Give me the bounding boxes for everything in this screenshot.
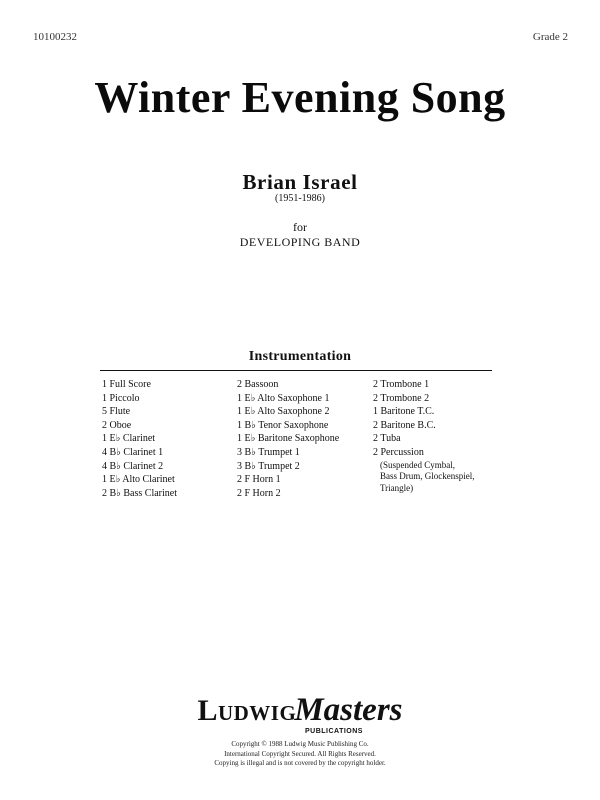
composer-name: Brian Israel [242,170,358,194]
logo-publications: PUBLICATIONS [305,728,363,735]
instrument-item: 2 F Horn 2 [237,487,281,499]
logo-word-masters: Masters [294,692,403,728]
dedication-for: for [293,220,307,234]
instrumentation-divider [100,370,492,371]
catalog-number: 10100232 [33,31,77,43]
instrument-item: 2 Percussion [373,446,424,458]
grade-level: Grade 2 [532,31,568,43]
instrument-item: 1 E♭ Alto Saxophone 1 [237,392,330,404]
instrument-item: 2 Trombone 1 [373,379,430,390]
instrument-item: 1 E♭ Baritone Saxophone [237,433,340,445]
instrument-item: 1 E♭ Clarinet [102,433,156,445]
instrumentation-heading: Instrumentation [248,349,352,364]
instrument-item: 2 Trombone 2 [373,392,430,404]
instrument-item: 5 Flute [102,406,131,418]
instrument-item: 1 E♭ Alto Saxophone 2 [237,406,330,418]
instrument-item: 1 Full Score [102,379,151,390]
instrument-item: 4 B♭ Clarinet 1 [102,446,164,458]
instrument-column-3 [373,378,475,494]
publisher-logo [0,692,600,729]
instrument-item: 2 F Horn 1 [237,474,281,486]
percussion-part: (Suspended Cymbal, [380,459,455,470]
page-title: Winter Evening Song [94,73,506,122]
copyright-notice [0,740,600,769]
percussion-part: Bass Drum, Glockenspiel, [380,471,475,482]
instrument-item: 3 B♭ Trumpet 1 [237,446,300,458]
instrument-item: 4 B♭ Clarinet 2 [102,460,164,472]
instrument-column-2 [237,378,339,500]
instrument-column-1 [102,378,177,500]
copyright-line: Copyright © 1988 Ludwig Music Publishing Co. [231,740,369,748]
instrument-item: 1 B♭ Tenor Saxophone [237,419,329,431]
instrument-item: 1 E♭ Alto Clarinet [102,474,175,486]
instrument-item: 2 Baritone B.C. [373,419,436,431]
ensemble-name: DEVELOPING BAND [239,235,361,249]
logo-word-ludwig: Ludwig [197,694,297,727]
copyright-line: International Copyright Secured. All Rights Reserved. [224,749,376,758]
percussion-part: Triangle) [380,482,414,493]
instrument-item: 2 Tuba [373,433,401,445]
composer-dates: (1951-1986) [275,193,325,204]
instrument-item: 2 Bassoon [237,379,279,390]
instrument-item: 2 B♭ Bass Clarinet [102,487,177,499]
copyright-line: Copying is illegal and is not covered by the copyright holder. [214,759,386,767]
instrument-item: 2 Oboe [102,419,132,431]
instrument-item: 1 Piccolo [102,392,140,404]
instrument-item: 1 Baritone T.C. [373,406,435,418]
instrument-item: 3 B♭ Trumpet 2 [237,460,300,472]
